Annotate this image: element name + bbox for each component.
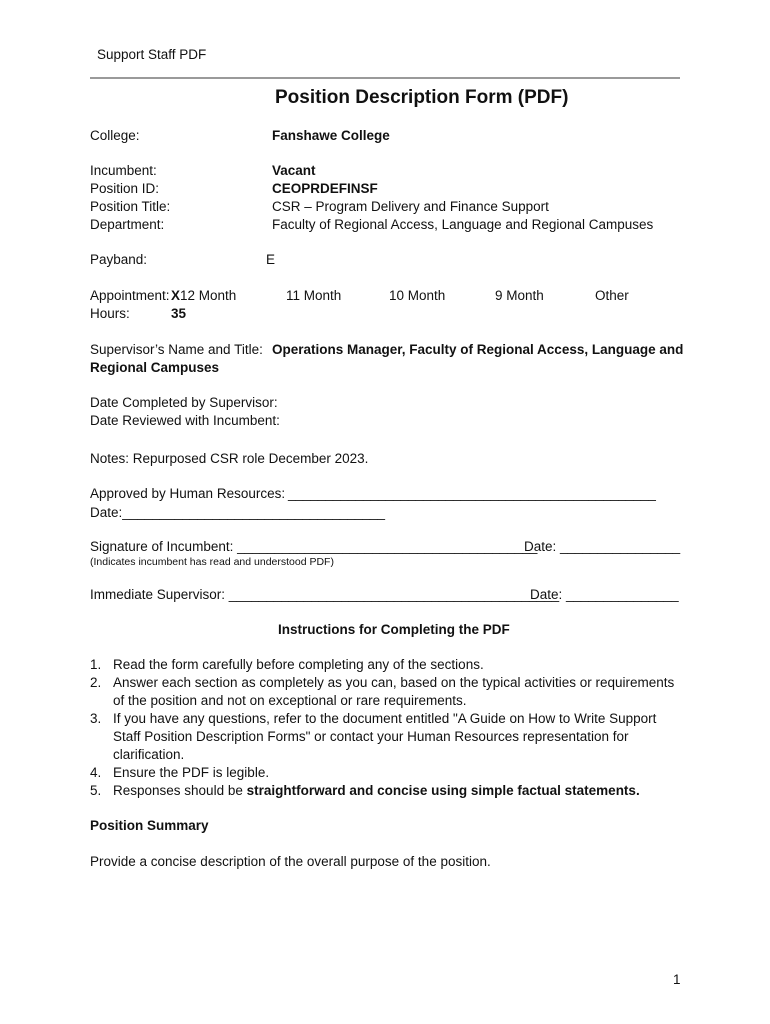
payband-label: Payband:	[90, 252, 148, 267]
hours-label: Hours:	[90, 306, 130, 321]
approved-date: Date:___________________________________	[90, 505, 386, 520]
appointment-option-12-month: 12 Month	[180, 288, 237, 303]
appointment-option-other: Other	[595, 288, 629, 303]
department-value: Faculty of Regional Access, Language and Regional Campuses	[272, 217, 654, 232]
header-divider	[90, 77, 680, 79]
list-item-text: Answer each section as completely as you can, based on the typical activities or requirements of the position and not on exceptional or rare requirements.	[113, 675, 675, 708]
supervisor-label: Supervisor’s Name and Title:	[90, 342, 263, 357]
list-item-number: 3.	[90, 711, 102, 726]
appointment-option-10-month: 10 Month	[389, 288, 446, 303]
appointment-label: Appointment:	[90, 288, 170, 303]
college-label: College:	[90, 128, 140, 143]
list-item-text: Ensure the PDF is legible.	[113, 765, 270, 780]
supervisor-value-cont: Regional Campuses	[90, 360, 220, 375]
college-value: Fanshawe College	[272, 128, 390, 143]
notes: Notes: Repurposed CSR role December 2023.	[90, 451, 369, 466]
supervisor-date: Date: _______________	[530, 587, 679, 602]
approved-line: _________________________________________________	[288, 486, 656, 501]
list-item-text: If you have any questions, refer to the document entitled "A Guide on How to Write Support Staff Position Description Forms" or contact your Human Resources representation for clarification.	[113, 711, 657, 762]
department-label: Department:	[90, 217, 165, 232]
immediate-supervisor: Immediate Supervisor: ____________________________________________	[90, 587, 560, 602]
signature-note: (Indicates incumbent has read and understood PDF)	[90, 556, 334, 568]
approved-label: Approved by Human Resources:	[90, 486, 286, 501]
position-id-label: Position ID:	[90, 181, 160, 196]
list-item-text: Responses should be	[113, 783, 247, 798]
form-title: Position Description Form (PDF)	[275, 87, 569, 108]
list-item-number: 5.	[90, 783, 102, 798]
list-item	[90, 710, 675, 764]
page-number: 1	[673, 972, 681, 987]
appointment-option-9-month: 9 Month	[495, 288, 544, 303]
date-completed-label: Date Completed by Supervisor:	[90, 395, 278, 410]
position-title-label: Position Title:	[90, 199, 171, 214]
date-reviewed-label: Date Reviewed with Incumbent:	[90, 413, 280, 428]
list-item	[90, 656, 675, 674]
list-item-bold-text: straightforward and concise using simple factual statements.	[246, 783, 640, 798]
supervisor-value: Operations Manager, Faculty of Regional Access, Language and	[272, 342, 684, 357]
position-summary-text: Provide a concise description of the overall purpose of the position.	[90, 854, 491, 869]
payband-value: E	[266, 252, 276, 267]
incumbent-value: Vacant	[272, 163, 316, 178]
list-item-number: 2.	[90, 675, 102, 690]
list-item	[90, 764, 675, 782]
hours-value: 35	[171, 306, 187, 321]
list-item	[90, 782, 675, 800]
list-item	[90, 674, 675, 710]
instructions-list	[90, 656, 675, 800]
list-item-text: Read the form carefully before completing any of the sections.	[113, 657, 484, 672]
appointment-option-11-month: 11 Month	[286, 288, 342, 303]
signature-incumbent: Signature of Incumbent: ________________________________________	[90, 539, 538, 554]
appointment-mark: X	[171, 288, 181, 303]
incumbent-label: Incumbent:	[90, 163, 157, 178]
list-item-number: 4.	[90, 765, 102, 780]
position-summary-heading: Position Summary	[90, 818, 209, 833]
position-id-value: CEOPRDEFINSF	[272, 181, 378, 196]
instructions-heading: Instructions for Completing the PDF	[278, 622, 510, 637]
position-title-value: CSR – Program Delivery and Finance Support	[272, 199, 549, 214]
signature-date: Date: ________________	[524, 539, 681, 554]
list-item-number: 1.	[90, 657, 102, 672]
header-label: Support Staff PDF	[97, 47, 207, 62]
